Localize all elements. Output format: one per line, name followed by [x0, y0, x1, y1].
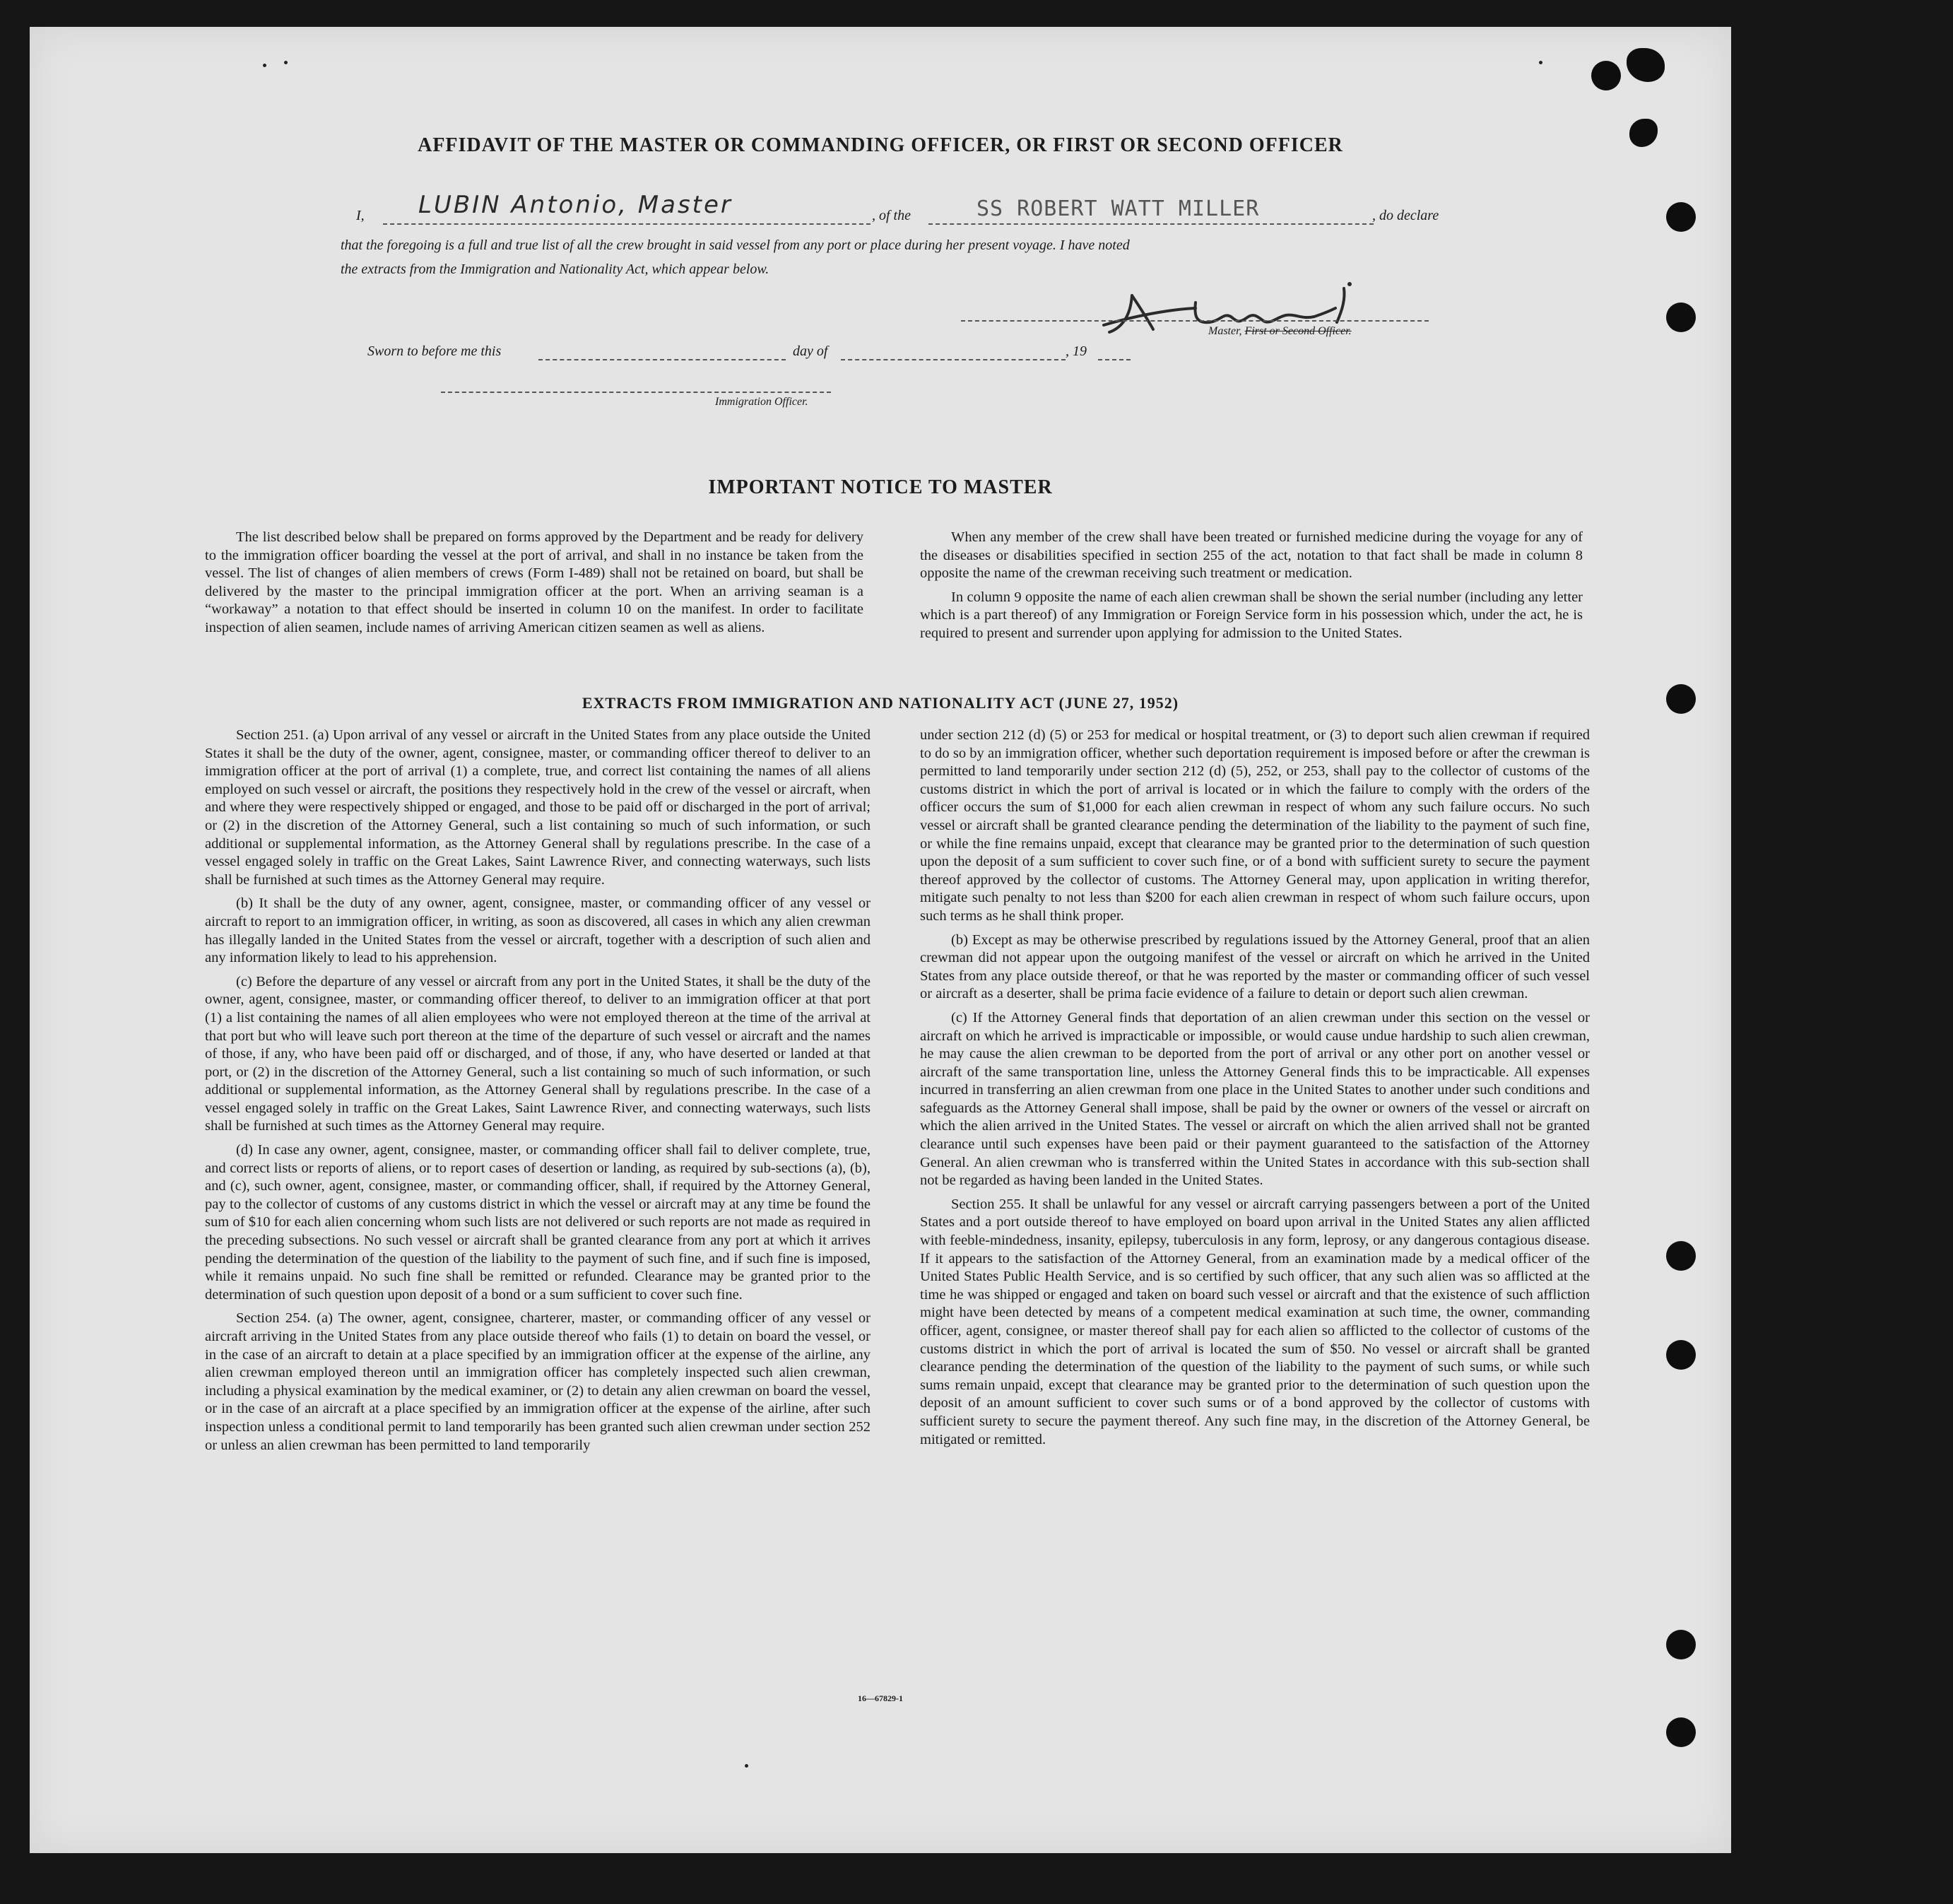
sworn-day-line [538, 359, 786, 360]
act-paragraph-251b: (b) It shall be the duty of any owner, agent, consignee, master, or commanding officer of any vessel or aircraft to report to an immigration officer, in writing, as soon as discovered, all cases in which any alien crewman has illegally landed in the United States from the vessel or aircraft, together with a description of such alien and any information likely to lead to his apprehension. [205, 895, 871, 966]
vessel-name: SS ROBERT WATT MILLER [976, 196, 1260, 221]
day-of-label: day of [793, 343, 828, 359]
act-paragraph-251d: (d) In case any owner, agent, consignee, master, or commanding officer shall fail to deliver complete, true, and correct lists or reports of aliens, or to report cases of desertion or landing, as required by sub-sections (a), (b), and (c), such owner, agent, consignee, master, or commanding officer, shall, if required by the Attorney General, pay to the collector of customs of any customs district in which the vessel or aircraft may at any time be found the sum of $10 for each alien concerning whom such lists are not delivered or such reports are not made as required in the preceding subsections. No such vessel or aircraft shall be granted clearance from any port at which it arrives pending the determination of the question of the liability to the payment of such fine, and if such fine is imposed, while it remains unpaid. No such fine shall be remitted or refunded. Clearance may be granted prior to the determination of such question upon deposit of a bond or a sum sufficient to cover such fine. [205, 1142, 871, 1303]
binder-hole [1666, 1340, 1696, 1370]
act-paragraph-254c: (c) If the Attorney General finds that deportation of an alien crewman under this section on the vessel or aircraft on which he arrived is impracticable or impossible, or would cause undue hardship to such alien crewman, he may cause the alien crewman to be deported from the port of arrival or any other port on another vessel or aircraft of the same transportation line, unless the Attorney General finds this to be impracticable. All expenses incurred in transferring an alien crewman from one place in the United States to another under such conditions and safeguards as the Attorney General shall impose, shall be paid by the owner or owners of the vessel or aircraft on which the alien arrived in the United States. The vessel or aircraft on which the alien arrived shall not be granted clearance until such expenses have been paid or their payment guaranteed to the satisfaction of the Attorney General. An alien crewman who is transferred within the United States in accordance with this sub-section shall not be regarded as having been landed in the United States. [920, 1009, 1590, 1189]
binder-hole [1666, 1630, 1696, 1659]
immigration-officer-caption: Immigration Officer. [715, 396, 808, 408]
affidavit-title: AFFIDAVIT OF THE MASTER OR COMMANDING OFFICER, OR FIRST OR SECOND OFFICER [418, 134, 1343, 156]
act-paragraph-254a-continued: under section 212 (d) (5) or 253 for medical or hospital treatment, or (3) to deport such alien crewman if required to do so by an immigration officer, whether such deportation requirement is imposed before or after the crewman is permitted to land temporarily under section 212 (d) (5), 252, or 253, shall pay to the collector of customs of the customs district in which the port of arrival is located or in which the failure to comply with the orders of the officer occurs the sum of $1,000 for each alien crewman in respect of whom any such failure occurs. No such vessel or aircraft shall be granted clearance pending the determination of the liability to the payment of such fine, or while the fine remains unpaid, except that clearance may be granted prior to the determination of such question upon the deposit of a sum sufficient to cover such fine, or of a bond with sufficient surety to secure the payment thereof approved by the collector of customs. The Attorney General may, upon application in writing therefor, mitigate such penalty to not less than $200 for each alien crewman in respect of whom such failure occurs, upon such terms as he shall think proper. [920, 727, 1590, 924]
act-paragraph-254a: Section 254. (a) The owner, agent, consignee, charterer, master, or commanding officer of any vessel or aircraft arriving in the United States from any place outside thereof who fails (1) to detain on board the vessel, or in the case of an aircraft to detain at a place specified by an immigration officer at the expense of the airline, any alien crewman employed thereon until an immigration officer has completely inspected such alien crewman, including a physical examination by the medical examiner, or (2) to detain any alien crewman on board the vessel, or in the case of an aircraft at a place specified by an immigration officer at the expense of the airline, after such inspection unless a conditional permit to land temporarily has been granted such alien crewman under section 252 or unless an alien crewman has been permitted to land temporarily [205, 1310, 871, 1453]
notice-paragraph: The list described below shall be prepared on forms approved by the Department and be ready for delivery to the immigration officer boarding the vessel at the port of arrival, and shall in no instance be taken from the vessel. The list of changes of alien members of crews (Form I-489) shall not be retained on board, but shall be delivered by the master to the principal immigration officer at the port. When an arriving seaman is a “workaway” a notation to that effect should be inserted in column 10 on the manifest. In order to facilitate inspection of alien seamen, include names of arriving American citizen seamen as well as aliens. [205, 529, 863, 635]
binder-hole [1666, 302, 1696, 332]
sworn-prefix: Sworn to before me this [367, 343, 502, 359]
act-paragraph-255: Section 255. It shall be unlawful for any vessel or aircraft carrying passengers between a port of the United States and a port outside thereof to have employed on board upon arrival in the United States any alien afflicted with feeble-mindedness, insanity, epilepsy, tuberculosis in any form, leprosy, or any dangerous contagious disease. If it appears to the satisfaction of the Attorney General, from an examination made by a medical officer of the United States Public Health Service, and is so certified by such officer, that any such alien was so afflicted at the time he was shipped or engaged and taken on board such vessel or aircraft and that the existence of such affliction might have been detected by means of a competent medical examination at such time, the owner, commanding officer, agent, consignee, or master thereof shall pay for each alien so afflicted to the collector of customs of the customs district in which the port of arrival is located the sum of $50. No vessel or aircraft shall be granted clearance pending the determination of the question of the liability to the payment of such sums, or while such sums remain unpaid, except that clearance may be granted prior to the determination of such question upon the deposit of an amount sufficient to cover such sums or of a bond approved by the collector of customs with sufficient surety to secure the payment thereof. Any such fine may, in the discretion of the Attorney General, be mitigated or remitted. [920, 1196, 1590, 1447]
ink-speck [284, 61, 288, 64]
declaration-prefix: I, [356, 208, 365, 223]
act-paragraph-254b: (b) Except as may be otherwise prescribed by regulations issued by the Attorney General, proof that an alien crewman did not appear upon the outgoing manifest of the vessel or aircraft on which he arrived in the United States from any place outside thereof, or that he was reported by the master or commanding officer of such vessel or aircraft as a deserter, shall be prima facie evidence of a failure to detain or deport such alien crewman. [920, 932, 1590, 1002]
form-number: 16—67829-1 [858, 1693, 903, 1703]
declarant-line [383, 223, 871, 225]
notice-right-column [920, 529, 1583, 649]
document-page [30, 27, 1731, 1853]
declarant-name: LUBIN Antonio, Master [418, 191, 733, 219]
do-declare-label: , do declare [1372, 208, 1439, 223]
binder-hole [1666, 1241, 1696, 1271]
binder-hole-torn [1627, 48, 1665, 82]
binder-hole [1666, 202, 1696, 232]
notice-paragraph: When any member of the crew shall have been treated or furnished medicine during the voyage for any of the diseases or disabilities specified in section 255 of the act, notation to that fact shall be made in column 8 opposite the name of the crewman receiving such treatment or medication. [920, 529, 1583, 582]
signature-caption-master: Master, [1208, 325, 1242, 337]
extracts-title: EXTRACTS FROM IMMIGRATION AND NATIONALITY ACT (JUNE 27, 1952) [582, 694, 1179, 712]
immigration-officer-line [441, 392, 831, 393]
signature-line [961, 320, 1429, 322]
ink-speck [1539, 61, 1542, 64]
binder-hole [1591, 61, 1621, 90]
act-left-column [205, 727, 871, 1460]
year-prefix: , 19 [1066, 343, 1087, 359]
declaration-statement-line1: that the foregoing is a full and true list of all the crew brought in said vessel from any port or place during her present voyage. I have noted [341, 237, 1130, 253]
act-paragraph-251c: (c) Before the departure of any vessel or aircraft from any port in the United States, it shall be the duty of the owner, agent, consignee, master, or commanding officer thereof, to deliver to an immigration officer at that port (1) a list containing the names of all alien employees who were not employed thereon at the time of the arrival at that port but who will leave such port thereon at the time of the departure of such vessel or aircraft and the names of those, if any, who have been paid off or discharged, and of those, if any, who have deserted or landed at that port, or (2) in the discretion of the Attorney General, such a list containing so much of such information, or such additional or supplemental information, as the Attorney General shall by regulations prescribe. In the case of a vessel engaged solely in traffic on the Great Lakes, Saint Lawrence River, and connecting waterways, such lists shall be furnished at such times as the Attorney General may require. [205, 973, 871, 1134]
act-paragraph-251a: Section 251. (a) Upon arrival of any vessel or aircraft in the United States from any place outside the United States it shall be the duty of the owner, agent, consignee, master, or commanding officer thereof to deliver to an immigration officer at the port of arrival (1) a complete, true, and correct list containing the names of all aliens employed on such vessel or aircraft, the positions they respectively hold in the crew of the vessel or aircraft, when and where they were respectively shipped or engaged, and those to be paid off or discharged in the port of arrival; or (2) in the discretion of the Attorney General, such a list containing so much of such information, or such additional or supplemental information, as the Attorney General shall by regulations prescribe. In the case of a vessel engaged solely in traffic on the Great Lakes, Saint Lawrence River, and connecting waterways, such lists shall be furnished at such times as the Attorney General may require. [205, 727, 871, 888]
notice-left-column [205, 529, 863, 643]
ink-speck [745, 1764, 748, 1768]
sworn-year-line [1098, 359, 1131, 360]
notice-title: IMPORTANT NOTICE TO MASTER [708, 476, 1053, 498]
sworn-month-line [841, 359, 1066, 360]
signature-caption [1208, 325, 1352, 338]
notice-paragraph: In column 9 opposite the name of each alien crewman shall be shown the serial number (including any letter which is a part thereof) of any Immigration or Foreign Service form in his possession which, under the act, he is required to present and surrender upon applying for admission to the United States. [920, 589, 1583, 641]
declaration-statement-line2: the extracts from the Immigration and Nationality Act, which appear below. [341, 261, 769, 277]
ink-speck [263, 64, 266, 67]
act-right-column [920, 727, 1590, 1455]
vessel-line [928, 223, 1374, 225]
signature-caption-struck: First or Second Officer. [1244, 325, 1352, 337]
of-the-label: , of the [872, 208, 911, 223]
binder-hole [1666, 1717, 1696, 1747]
